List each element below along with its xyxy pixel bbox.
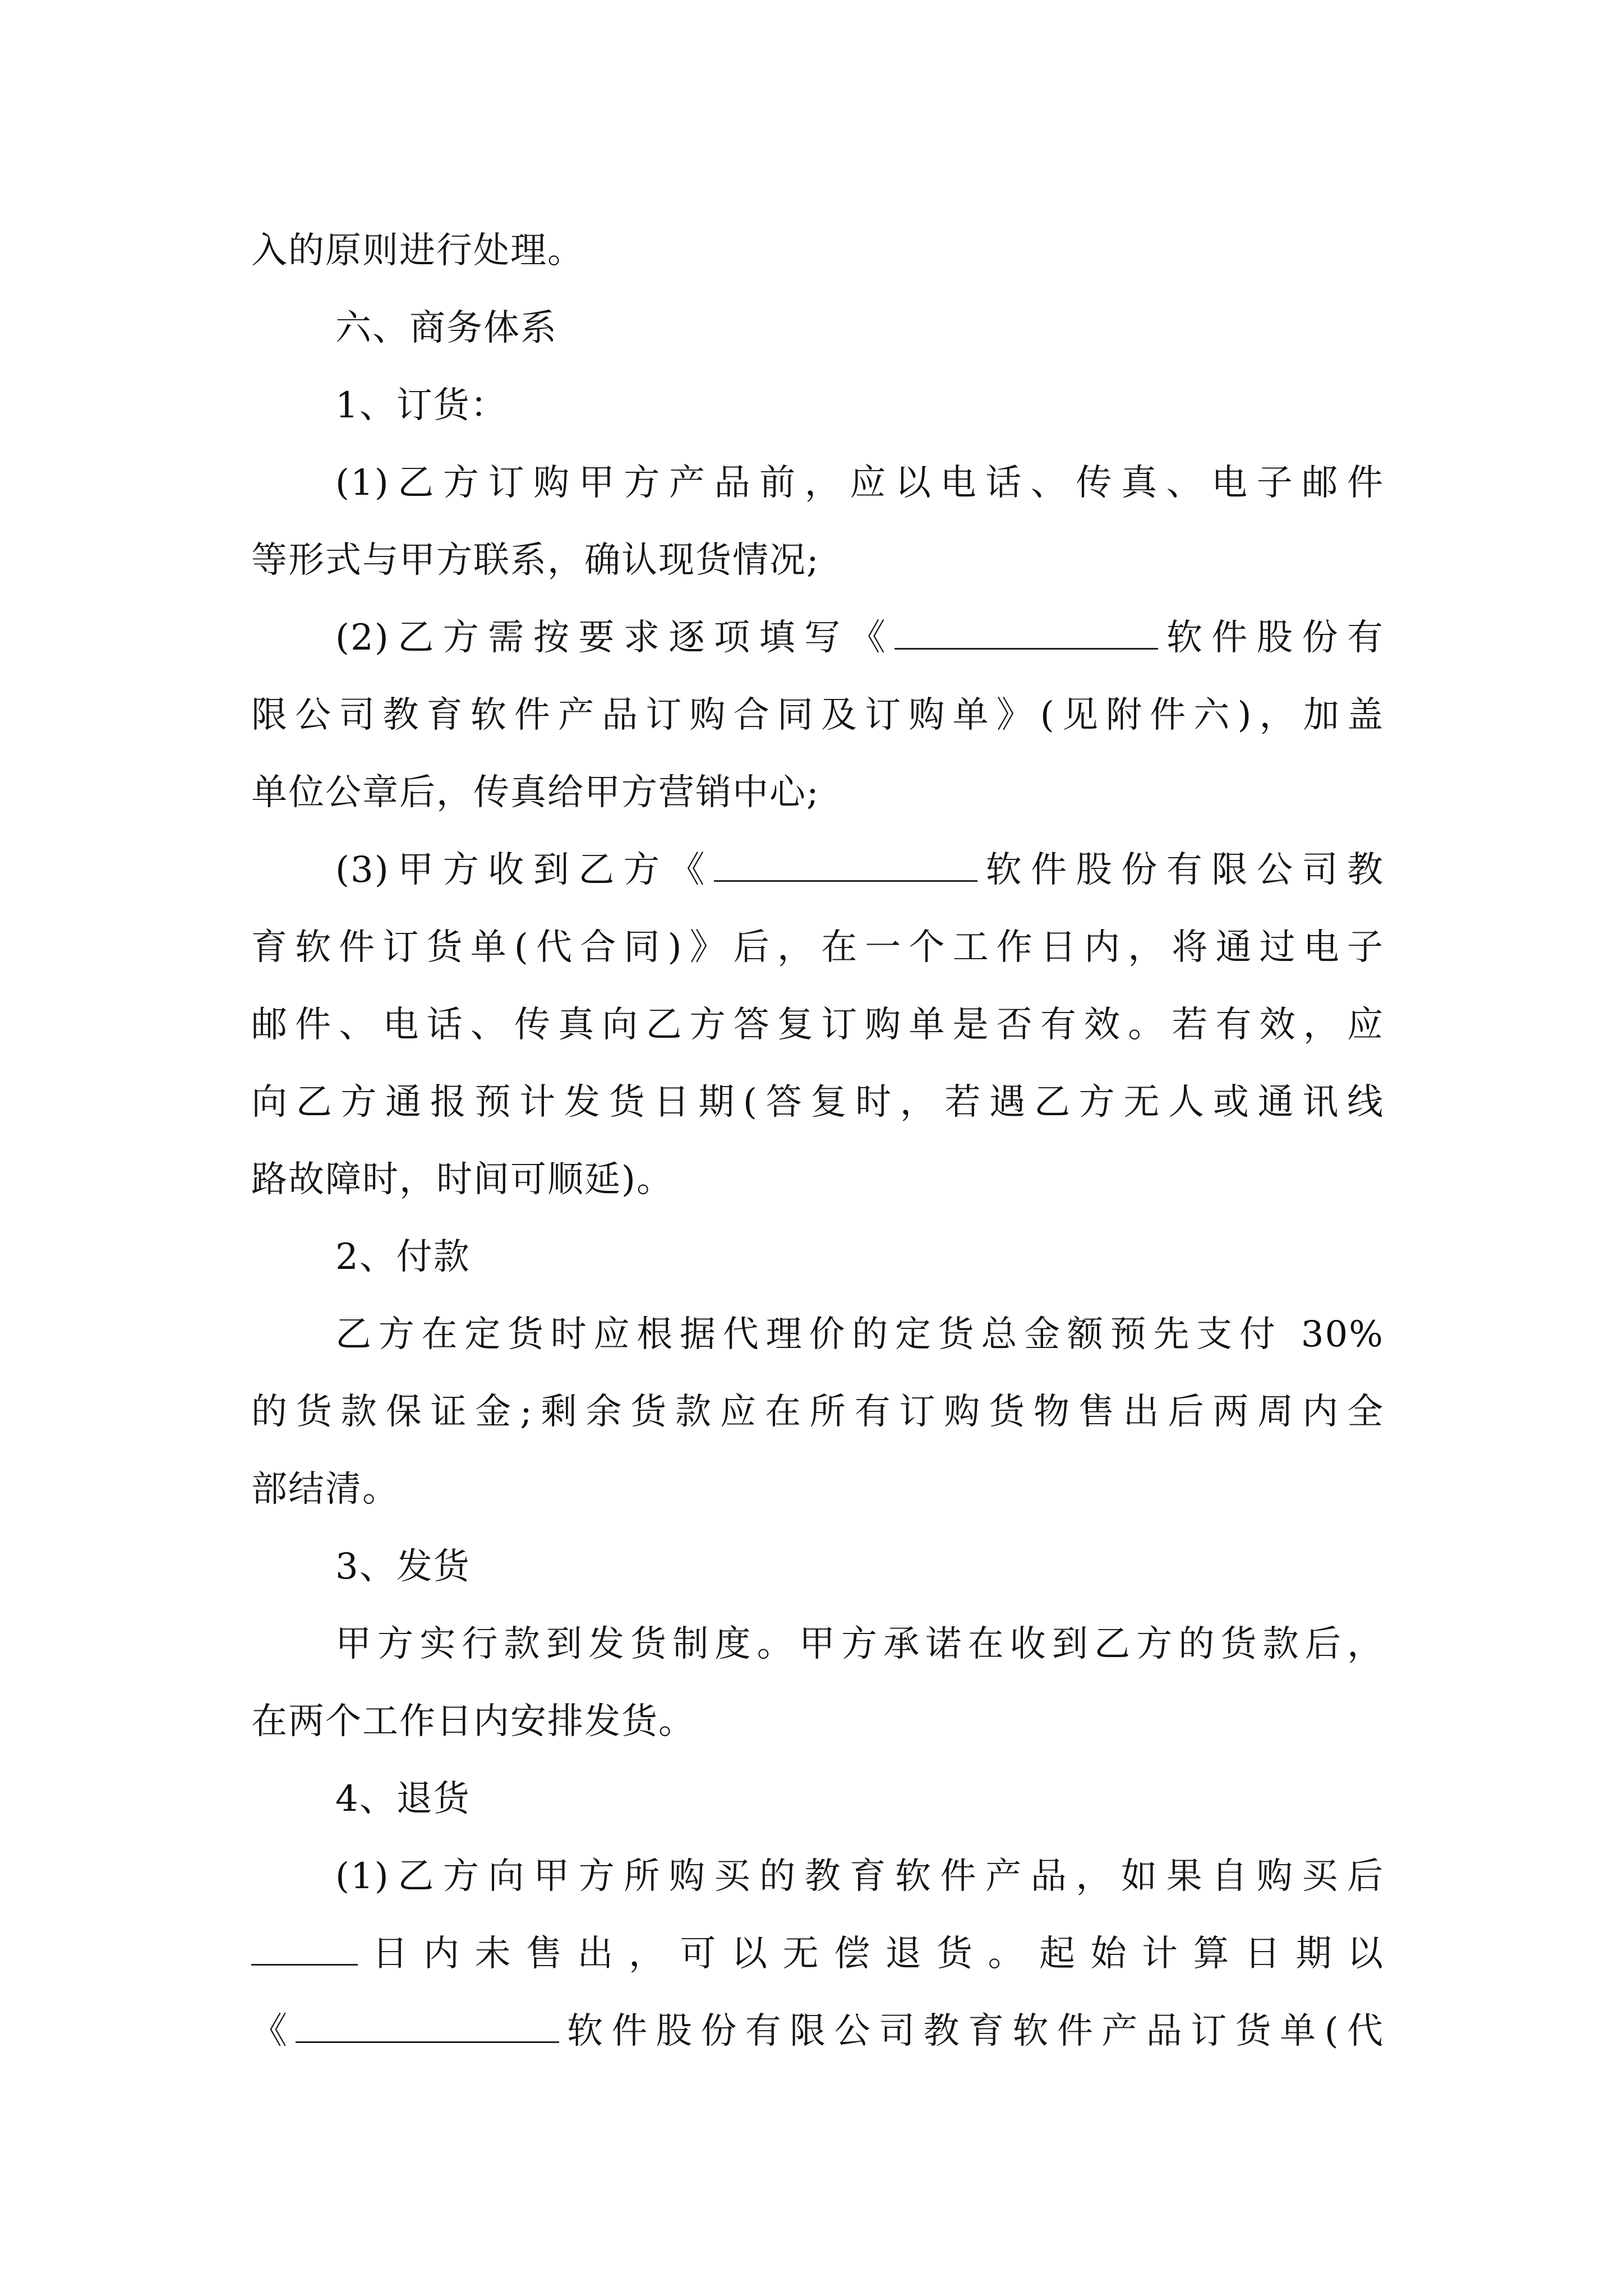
- paragraph-line: [251, 599, 1384, 677]
- section-heading: 六、商务体系: [335, 307, 557, 349]
- paragraph-line: 限公司教育软件产品订购合同及订购单》(见附件六)，加盖: [251, 694, 1384, 736]
- text-segment: 日内未售出，可以无偿退货。起始计算日期以: [358, 1933, 1384, 1975]
- document-body: [251, 212, 1384, 2070]
- paragraph-line: 等形式与甲方联系，确认现货情况;: [251, 540, 820, 581]
- subsection-heading: 1、订货：: [335, 385, 508, 426]
- subsection-heading: 3、发货: [335, 1546, 471, 1588]
- paragraph-line: 甲方实行款到发货制度。甲方承诺在收到乙方的货款后，: [335, 1623, 1384, 1665]
- subsection-heading: 4、退货: [335, 1778, 471, 1820]
- paragraph-line: 单位公章后，传真给甲方营销中心;: [251, 772, 820, 813]
- paragraph-line: [251, 831, 1384, 909]
- subsection-heading: 2、付款: [335, 1236, 471, 1278]
- paragraph-line: 邮件、电话、传真向乙方答复订购单是否有效。若有效，应: [251, 1004, 1384, 1046]
- paragraph-line: 的货款保证金;剩余货款应在所有订购货物售出后两周内全: [251, 1391, 1384, 1433]
- text-segment: 软件股份有限公司教育软件产品订货单(代: [559, 2010, 1384, 2052]
- paragraph-line: 在两个工作日内安排发货。: [251, 1701, 695, 1742]
- paragraph-line: 乙方在定货时应根据代理价的定货总金额预先支付 30%: [335, 1314, 1384, 1355]
- paragraph-line: 入的原则进行处理。: [251, 230, 584, 272]
- fill-in-blank: [251, 1931, 358, 1966]
- text-segment: (2)乙方需按要求逐项填写《: [335, 617, 895, 659]
- text-segment: (3)甲方收到乙方《: [335, 849, 714, 891]
- paragraph-line: 路故障时，时间可顺延)。: [251, 1159, 674, 1200]
- paragraph-line: 向乙方通报预计发货日期(答复时，若遇乙方无人或通讯线: [251, 1082, 1384, 1123]
- paragraph-line: (1)乙方向甲方所购买的教育软件产品，如果自购买后: [335, 1856, 1384, 1897]
- text-segment: 软件股份有限公司教: [978, 849, 1384, 891]
- text-segment: 《: [251, 2010, 296, 2052]
- paragraph-line: 部结清。: [251, 1469, 399, 1510]
- fill-in-blank: [895, 615, 1158, 650]
- fill-in-blank: [714, 848, 978, 882]
- text-segment: 软件股份有: [1158, 617, 1384, 659]
- paragraph-line: 育软件订货单(代合同)》后，在一个工作日内，将通过电子: [251, 927, 1384, 968]
- paragraph-line: [251, 1993, 1384, 2070]
- paragraph-line: (1)乙方订购甲方产品前，应以电话、传真、电子邮件: [335, 462, 1384, 504]
- fill-in-blank: [296, 2009, 559, 2043]
- paragraph-line: [251, 1915, 1384, 1993]
